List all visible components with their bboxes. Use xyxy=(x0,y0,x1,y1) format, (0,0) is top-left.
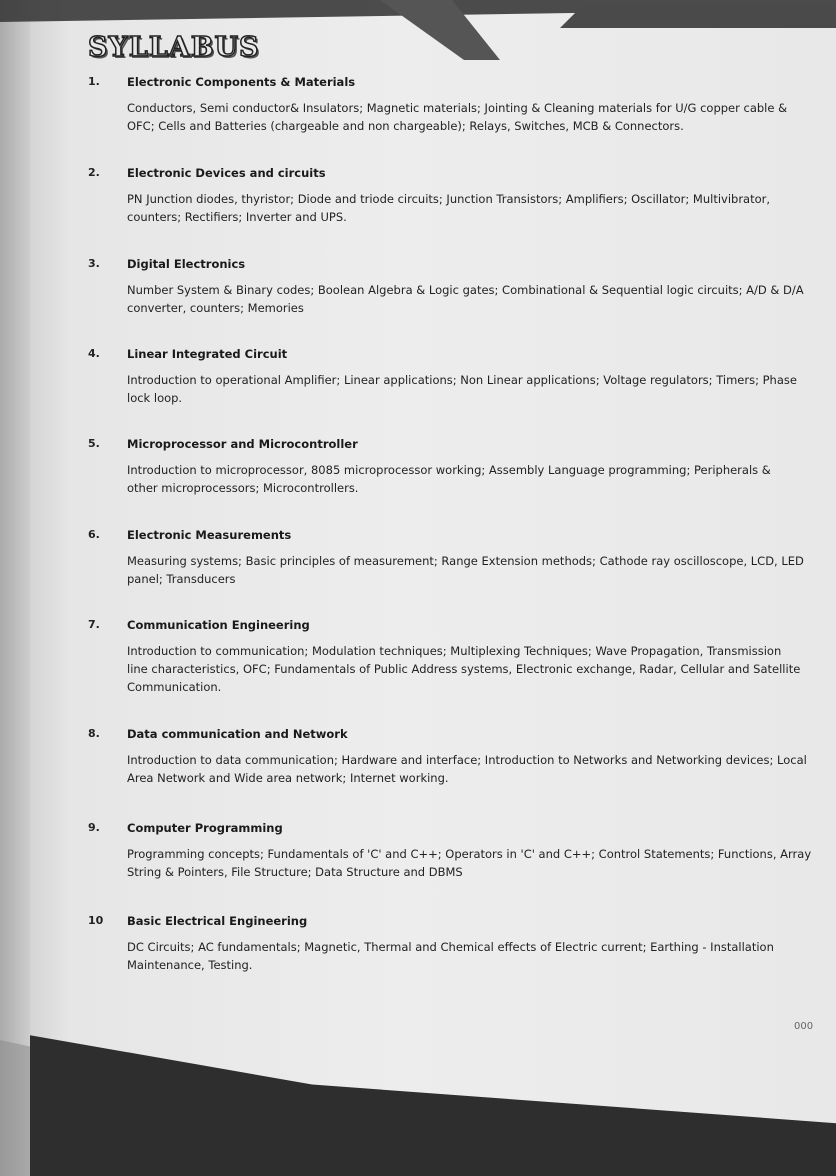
item-description xyxy=(127,371,823,407)
description-line: Number System & Binary codes; Boolean Algebra & Logic gates; Combinational & Sequential logic circuits; A/D & D/A xyxy=(127,283,804,297)
item-description xyxy=(127,552,823,588)
item-heading: Microprocessor and Microcontroller xyxy=(127,437,358,451)
item-heading: Computer Programming xyxy=(127,821,283,835)
description-line: Introduction to communication; Modulation techniques; Multiplexing Techniques; Wave Propagation, Transmission xyxy=(127,644,782,658)
item-number: 4. xyxy=(88,347,100,360)
item-heading: Electronic Devices and circuits xyxy=(127,166,326,180)
description-line: DC Circuits; AC fundamentals; Magnetic, Thermal and Chemical effects of Electric current; Earthing - Installation xyxy=(127,940,774,954)
footer-band xyxy=(30,1000,836,1176)
end-mark: 000 xyxy=(794,1021,814,1032)
description-line: Maintenance, Testing. xyxy=(127,958,253,972)
item-number: 6. xyxy=(88,528,100,541)
description-line: lock loop. xyxy=(127,391,183,405)
description-line: Measuring systems; Basic principles of measurement; Range Extension methods; Cathode ray oscilloscope, LCD, LED xyxy=(127,554,804,568)
description-line: Communication. xyxy=(127,680,222,694)
item-description xyxy=(127,190,823,226)
description-line: Area Network and Wide area network; Internet working. xyxy=(127,771,449,785)
item-description xyxy=(127,281,823,317)
description-line: Introduction to operational Amplifier; Linear applications; Non Linear applications; Voltage regulators; Timers; Phase xyxy=(127,373,797,387)
item-heading: Communication Engineering xyxy=(127,618,310,632)
description-line: String & Pointers, File Structure; Data Structure and DBMS xyxy=(127,865,463,879)
item-number: 2. xyxy=(88,166,100,179)
item-heading: Electronic Components & Materials xyxy=(127,75,356,89)
item-number: 3. xyxy=(88,257,100,270)
item-description xyxy=(127,461,823,497)
item-description xyxy=(127,845,823,881)
description-line: Introduction to data communication; Hardware and interface; Introduction to Networks and Networking devices; Local xyxy=(127,753,807,767)
description-line: line characteristics, OFC; Fundamentals of Public Address systems, Electronic exchange, Radar, Cellular and Satellite xyxy=(127,662,801,676)
description-line: counters; Rectifiers; Inverter and UPS. xyxy=(127,210,347,224)
description-line: Programming concepts; Fundamentals of 'C' and C++; Operators in 'C' and C++; Control Statements; Functions, Array xyxy=(127,847,812,861)
page-edge-shadow xyxy=(0,0,30,1176)
item-number: 1. xyxy=(88,75,100,88)
item-description xyxy=(127,751,823,787)
description-line: PN Junction diodes, thyristor; Diode and triode circuits; Junction Transistors; Amplifiers; Oscillator; Multivibrator, xyxy=(127,192,771,206)
header-band-right xyxy=(560,6,836,28)
description-line: other microprocessors; Microcontrollers. xyxy=(127,481,359,495)
item-number: 8. xyxy=(88,727,100,740)
item-heading: Basic Electrical Engineering xyxy=(127,914,308,928)
item-number: 10 xyxy=(88,914,104,927)
item-heading: Linear Integrated Circuit xyxy=(127,347,288,361)
item-number: 5. xyxy=(88,437,100,450)
item-description xyxy=(127,642,823,696)
description-line: Conductors, Semi conductor& Insulators; Magnetic materials; Jointing & Cleaning materials for U/G copper cable & xyxy=(127,101,788,115)
description-line: Introduction to microprocessor, 8085 microprocessor working; Assembly Language programming; Peripherals & xyxy=(127,463,771,477)
item-description xyxy=(127,99,823,135)
item-description xyxy=(127,938,823,974)
item-number: 9. xyxy=(88,821,100,834)
item-heading: Electronic Measurements xyxy=(127,528,292,542)
description-line: panel; Transducers xyxy=(127,572,236,586)
item-heading: Digital Electronics xyxy=(127,257,246,271)
page-title: SYLLABUS xyxy=(88,32,260,63)
description-line: OFC; Cells and Batteries (chargeable and non chargeable); Relays, Switches, MCB & Connectors. xyxy=(127,119,684,133)
item-number: 7. xyxy=(88,618,100,631)
description-line: converter, counters; Memories xyxy=(127,301,304,315)
item-heading: Data communication and Network xyxy=(127,727,348,741)
